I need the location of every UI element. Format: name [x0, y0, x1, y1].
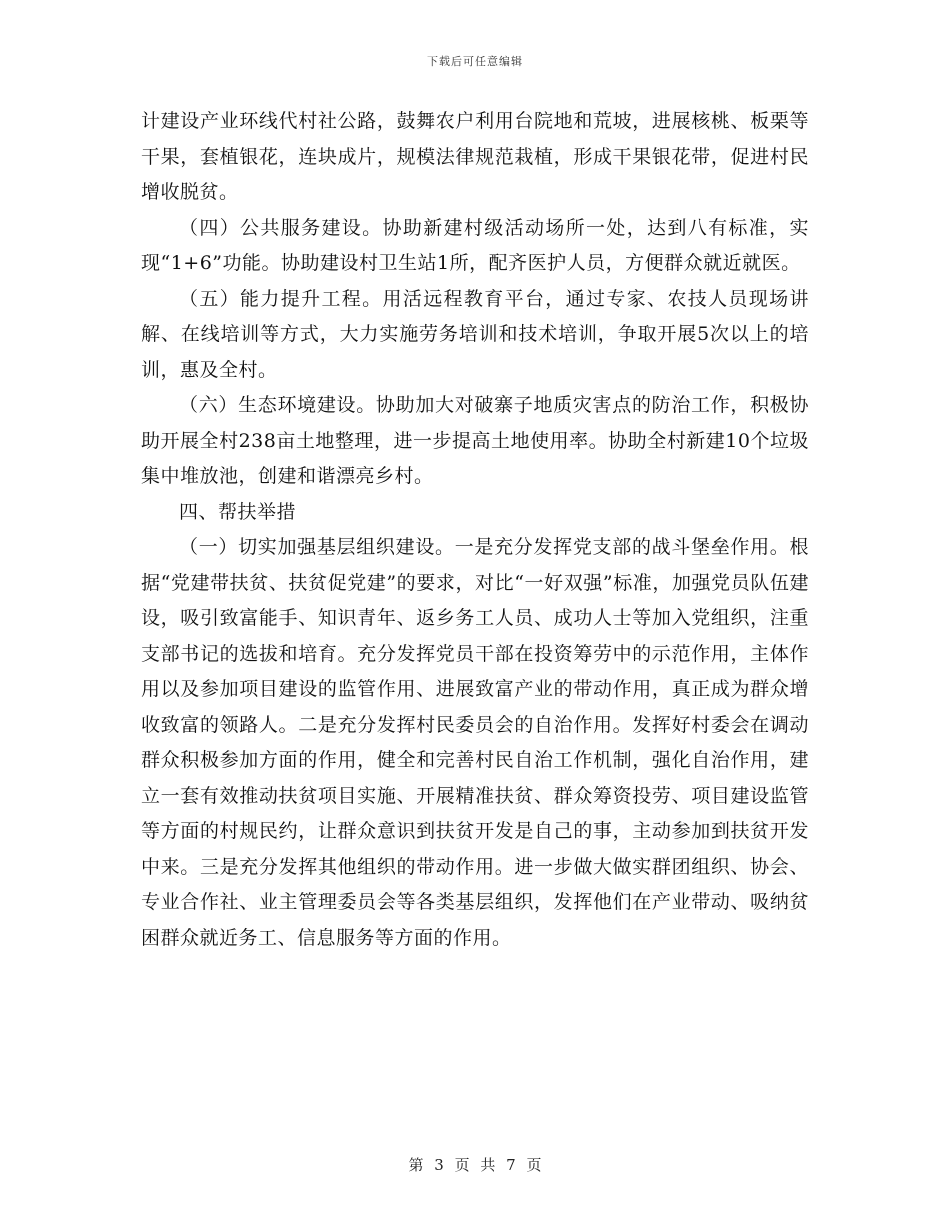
document-body	[141, 104, 809, 956]
paragraph-grassroots-organization: （一）切实加强基层组织建设。一是充分发挥党支部的战斗堡垒作用。根据“党建带扶贫、扶贫促党建”的要求，对比“一好双强”标准，加强党员队伍建设，吸引致富能手、知识青年、返乡务工人员、成功人士等加入党组织，注重支部书记的选拔和培育。充分发挥党员干部在投资筹劳中的示范作用，主体作用以及参加项目建设的监管作用、进展致富产业的带动作用，真正成为群众增收致富的领路人。二是充分发挥村民委员会的自治作用。发挥好村委会在调动群众积极参加方面的作用，健全和完善村民自治工作机制，强化自治作用，建立一套有效推动扶贫项目实施、开展精准扶贫、群众筹资投劳、项目建设监管等方面的村规民约，让群众意识到扶贫开发是自己的事，主动参加到扶贫开发中来。三是充分发挥其他组织的带动作用。进一步做大做实群团组织、协会、专业合作社、业主管理委员会等各类基层组织，发挥他们在产业带动、吸纳贫困群众就近务工、信息服务等方面的作用。	[141, 536, 809, 949]
section-heading-assistance-measures: 四、帮扶举措	[179, 500, 297, 523]
page-header-note: 下载后可任意编辑	[427, 55, 523, 68]
paragraph-ecological-environment: （六）生态环境建设。协助加大对破寨子地质灾害点的防治工作，积极协助开展全村238亩土地整理，进一步提高土地使用率。协助全村新建10个垃圾集中堆放池，创建和谐漂亮乡村。	[141, 394, 809, 487]
page-footer-number: 第 3 页 共 7 页	[408, 1156, 542, 1174]
paragraph-capacity-building: （五）能力提升工程。用活远程教育平台，通过专家、农技人员现场讲解、在线培训等方式，大力实施劳务培训和技术培训，争取开展5次以上的培训，惠及全村。	[141, 287, 809, 381]
paragraph-public-services: （四）公共服务建设。协助新建村级活动场所一处，达到八有标准，实现“1+6”功能。协助建设村卫生站1所，配齐医护人员，方便群众就近就医。	[141, 216, 809, 274]
paragraph-continuation: 计建设产业环线代村社公路，鼓舞农户利用台院地和荒坡，进展核桃、板栗等干果，套植银花，连块成片，规模法律规范栽植，形成干果银花带，促进村民增收脱贫。	[141, 110, 809, 203]
